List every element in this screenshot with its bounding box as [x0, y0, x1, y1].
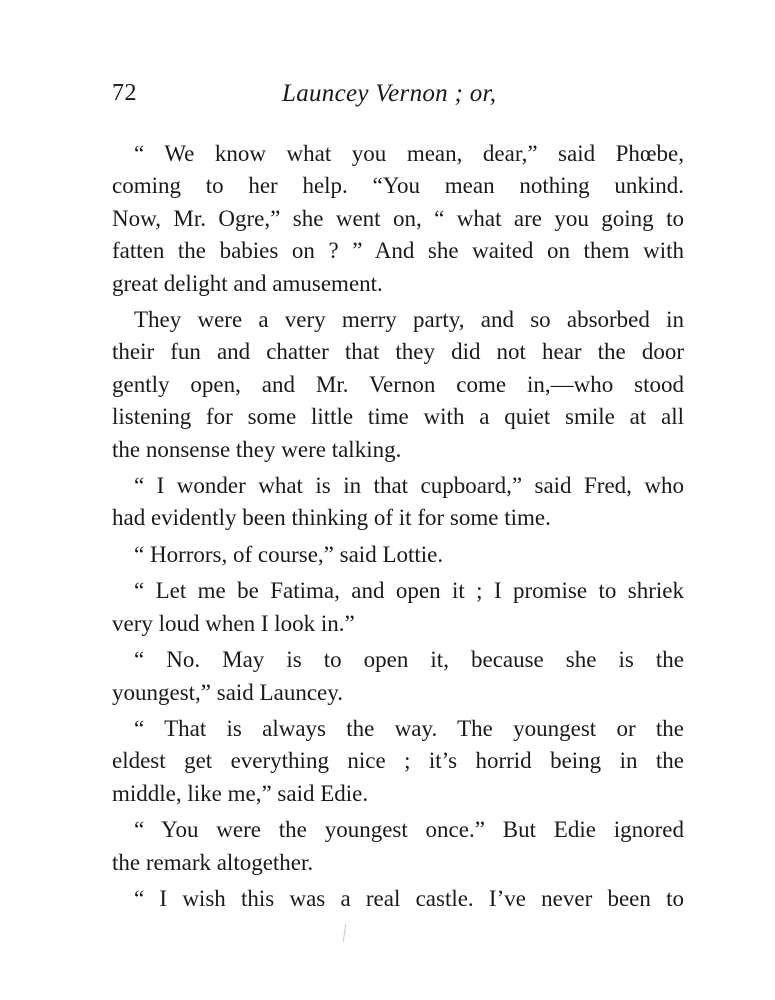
text-line: “ I wonder what is in that cupboard,” said Fred, who: [134, 473, 684, 499]
text-line: “ No. May is to open it, because she is the: [134, 647, 684, 673]
paragraph: [112, 644, 684, 709]
text-line: “ You were the youngest once.” But Edie ignored: [134, 817, 684, 843]
paragraph: [112, 470, 684, 535]
text-line: youngest,” said Launcey.: [112, 679, 343, 705]
text-line: “ That is always the way. The youngest or the: [134, 715, 684, 741]
text-line: great delight and amusement.: [112, 270, 383, 296]
text-line: eldest get everything nice ; it’s horrid being in the: [112, 748, 684, 774]
text-line: “ We know what you mean, dear,” said Phœbe,: [134, 141, 684, 166]
text-line: the nonsense they were talking.: [112, 436, 402, 462]
text-line: very loud when I look in.”: [112, 610, 355, 636]
text-line: had evidently been thinking of it for some time.: [112, 505, 551, 531]
text-line: “ Let me be Fatima, and open it ; I promise to shriek: [134, 578, 684, 604]
text-line: the remark altogether.: [112, 849, 314, 875]
stray-mark: [343, 924, 346, 942]
text-line: fatten the babies on ? ” And she waited on them with: [112, 238, 684, 264]
paragraph: [112, 304, 684, 466]
paragraph: [112, 539, 684, 571]
text-line: Now, Mr. Ogre,” she went on, “ what are you going to: [112, 205, 684, 231]
text-line: listening for some little time with a quiet smile at all: [112, 404, 684, 430]
paragraph: [112, 814, 684, 879]
paragraph: [112, 713, 684, 810]
text-line: “ Horrors, of course,” said Lottie.: [134, 541, 444, 567]
text-line: their fun and chatter that they did not hear the door: [112, 339, 684, 365]
page-header: [112, 80, 684, 120]
running-head: Launcey Vernon ; or,: [282, 80, 497, 107]
text-line: They were a very merry party, and so absorbed in: [134, 307, 684, 333]
paragraph: [112, 138, 684, 300]
paragraph: [112, 883, 684, 915]
page-number: 72: [112, 80, 137, 106]
text-line: coming to her help. “You mean nothing unkind.: [112, 173, 684, 199]
paragraph: [112, 575, 684, 640]
text-line: “ I wish this was a real castle. I’ve never been to: [134, 885, 684, 911]
text-line: middle, like me,” said Edie.: [112, 780, 369, 806]
text-line: gently open, and Mr. Vernon come in,—who stood: [112, 371, 684, 397]
body-text: [112, 138, 684, 915]
